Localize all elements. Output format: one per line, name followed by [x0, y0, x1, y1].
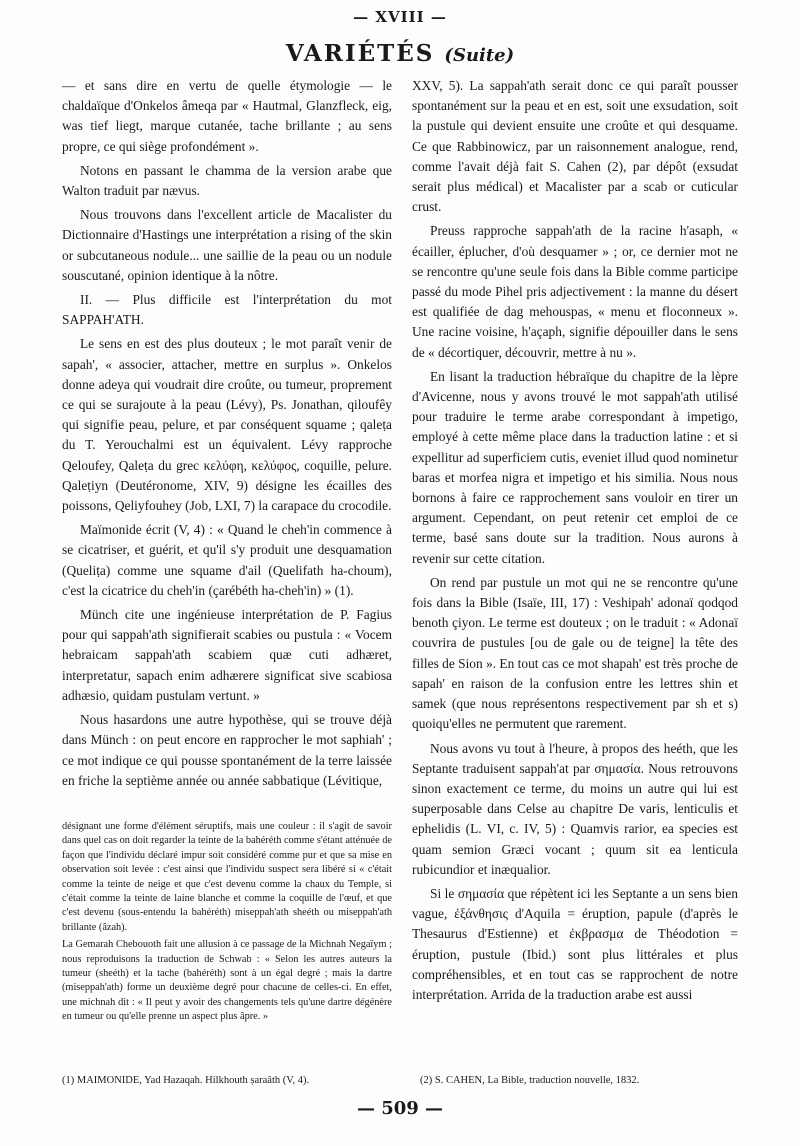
page-number: — 509 — [356, 1098, 444, 1119]
paragraph: Si le σημασία que répètent ici les Septante a un sens bien vague, ἐξάνθησις d'Aquila = éruption, papule (d'après le Thesaurus d'Estienne) et ἐκβρασμα de Théodotion = éruption, pustule (Ibid.) sont plus littérales et plus compréhensibles, et en tout cas se rapprochent de notre interprétation. Arrida de la traduction arabe est aussi [412, 885, 738, 1002]
paragraph: Nous avons vu tout à l'heure, à propos des heéth, que les Septante traduisent sappah'at par σημασία. Nous retrouvons sinon exactement ce terme, du moins un autre qui lui est superposable dans Celse au chapitre De varis, lenticulis et ephelidis (L. VI, c. IV, 5) : Quamvis rarior, ea species est quam semion Græci vocant ; quum sit ea lenticula rubicundior et inæqualior. [412, 740, 738, 877]
paragraph: Preuss rapproche sappah'ath de la racine h'asaph, « écailler, éplucher, d'où desquamer » ; or, ce dernier mot ne se rencontre qu'une seule fois dans la Bible comme participe passé du mode Pihel pris adjectivement : la manne du désert est qualifiée de dag mehouspas, « menu et floconneux ». Une racine voisine, h'açaph, signifie dépouiller dans le sens de « décortiquer, découvrir, mettre à nu ». [412, 223, 738, 360]
running-head: — XVIII — [353, 8, 447, 26]
paragraph: Nous hasardons une autre hypothèse, qui se trouve déjà dans Münch : on peut encore en rapprocher le mot saphiah' ; ce mot indique ce qui pousse spontanément de la terre laissée en friche la septième année ou année sabbatique (Lévitique, [62, 712, 392, 788]
paragraph: On rend par pustule un mot qui ne se rencontre qu'une fois dans la Bible (Isaïe, III, 17) : Veshipah' adonaï qodqod benoth çiyon. Le terme est douteux ; on le traduit : « Adonaï couvrira de pustules [ou de gale ou de teigne] la tête des filles de Sion ». En tout cas ce mot shapah' est très proche de sapah' en raison de la confusion entre les lettres shin et samek (que nous représentons respectivement par sh et s) quoiqu'elles ne permutent que rarement. [412, 574, 738, 732]
footnote-1: (1) MAIMONIDE, Yad Hazaqah. Hilkhouth ṣaraâth (V, 4). [62, 1075, 310, 1086]
section-heading: II. — Plus difficile est l'interprétation du mot SAPPAH'ATH. [62, 292, 392, 328]
note-block [62, 820, 392, 1028]
paragraph: Le sens en est des plus douteux ; le mot paraît venir de sapah', « associer, attacher, mettre en surplus ». Onkelos donne adeya qui voudrait dire croûte, ou tumeur, proprement ce qui se surajoute à la peau (Lévy), Ps. Jonathan, qiloufêy qui signifie peau, pelure, et par conséquent squame ; qaleṭa du T. Yerouchalmi est un équivalent. Lévy rapproche Qeloufey, Qaleṭa du grec κελύφη, κελύφος, coquille, pelure. Qaleṭiyn (Deutéronome, XIV, 9) désigne les écailles des poissons, Qeliyfouhey (Job, LXI, 7) la carapace du crocodile. [62, 336, 392, 514]
footnote-2: (2) S. CAHEN, La Bible, traduction nouvelle, 1832. [420, 1075, 640, 1086]
note-paragraph: La Gemarah Chebouoth fait une allusion à ce passage de la Michnah Negaïym ; nous reproduisons la traduction de Schwab : « Selon les autres auteurs la tumeur (sheéth) et la tache (bahéréth) sont à un égal degré ; mais la dartre (miseppah'ath) forme un deuxième degré pour chacune de celles-ci. En effet, une michnah dit : « Il peut y avoir des changements tels qu'une dartre dégénère en tumeur ou qu'elle prenne un aspect plus âpre. » [62, 939, 392, 1023]
note-paragraph: désignant une forme d'élément séruptifs, mais une couleur : il s'agit de savoir dans quel cas on doit regarder la teinte de la bahéréth comme s'étant atténuée de façon que l'individu déclaré impur soit considéré comme pur et que sa mise en observation soit levée : c'est ainsi que l'individu suspect sera libéré si « c'était comme la teinte de neige et que c'est devenu comme la chaux du Temple, si c'était comme la teinte de laine blanche et comme la coquille de l'œuf, et que c'est devenu (sous-entendu la bahéréth) miseppah'ath sheéth ou miseppah'ath brillante (âzah). [62, 821, 392, 933]
right-column [412, 76, 738, 1009]
title-suite: (Suite) [444, 45, 515, 66]
paragraph: En lisant la traduction hébraïque du chapitre de la lèpre d'Avicenne, nous y avons trouvé le mot sappah'ath utilisé pour traduire le terme arabe correspondant à impetigo, employé à cette même place dans la traduction latine : et si expellitur ad superficiem cutis, eveniet illud quod nominetur baras et morfea nigra et impetigo et his similia. Nous nous bornons à faire ce rapprochement sans vouloir en tirer un argument. Cependant, on peut retenir cet emploi de ce terme, basé sans doute sur la tradition. Nous aurons à revenir sur cette citation. [412, 368, 738, 566]
title-main: VARIÉTÉS [285, 40, 435, 67]
left-column [62, 76, 392, 1023]
paragraph: XXV, 5). La sappah'ath serait donc ce qui paraît pousser spontanément sur la peau et en est, soit une exsudation, soit la pustule qui devient ensuite une croûte et qui desquame. Ce que Rabbinowicz, par un raisonnement analogue, rend, comme l'avait déjà fait S. Cahen (2), par dépôt (exsudat serait plus médical) et Macalister par a scab or cuticular crust. [412, 78, 738, 215]
paragraph: Nous trouvons dans l'excellent article de Macalister du Dictionnaire d'Hastings une interprétation a rising of the skin or subcutaneous nodule... une saillie de la peau ou un nodule souscutané, opinion identique à la nôtre. [62, 207, 392, 283]
article-title [0, 40, 800, 67]
paragraph: — et sans dire en vertu de quelle étymologie — le chaldaïque d'Onkelos âmeqa par « Hautmal, Glanzfleck, eig, was tief liegt, marque cutanée, tache brillante ; au sens propre, ce qui siège profondément ». [62, 78, 392, 154]
paragraph: Maïmonide écrit (V, 4) : « Quand le cheh'in commence à se cicatriser, et guérit, et qu'il s'y produit une desquamation (Queliṭa) comme une squame d'ail (Quelifath ha-choum), c'est la cicatrice du cheh'in (çarébéth ha-cheh'in) » (1). [62, 522, 392, 598]
paragraph: Münch cite une ingénieuse interprétation de P. Fagius pour qui sappah'ath signifierait scabies ou pustula : « Vocem hebraicam sappah'ath scabiem quæ cuti adhæret, interpretatur, sapach enim adhærere significat sive scabiosa adhæsio, quidam pustulam vertunt. » [62, 607, 392, 703]
paragraph: Notons en passant le chamma de la version arabe que Walton traduit par nævus. [62, 162, 392, 199]
